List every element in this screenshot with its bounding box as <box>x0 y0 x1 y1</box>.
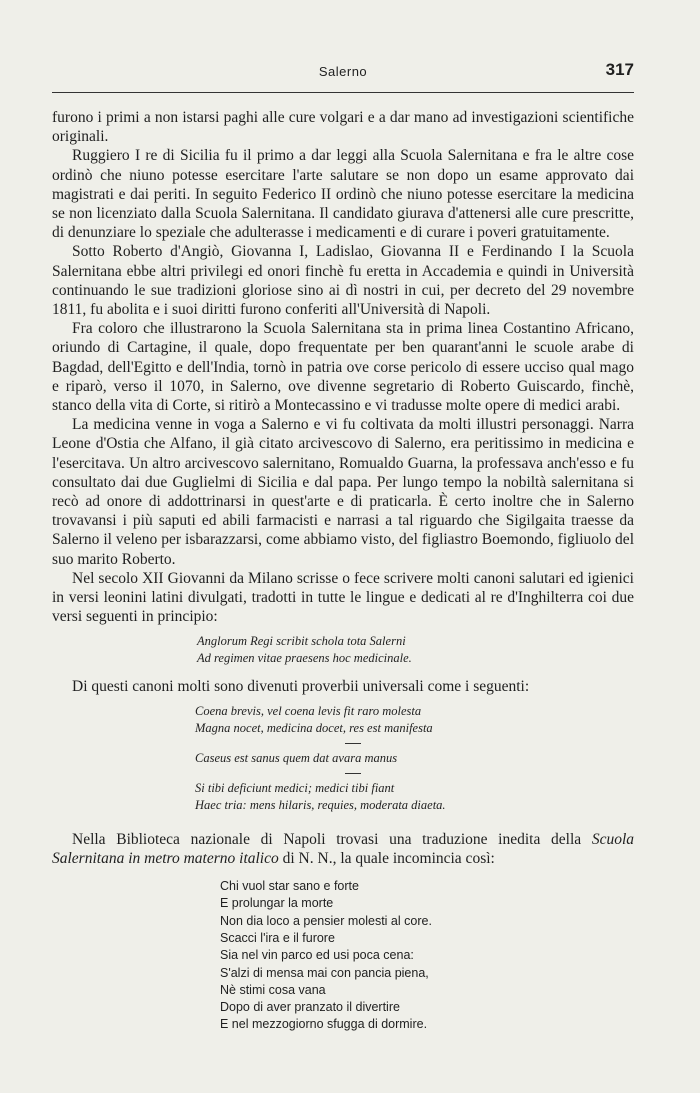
biblioteca-text: Nella Biblioteca nazionale di Napoli trovasi una traduzione inedita della <box>72 830 592 848</box>
paragraph-biblioteca <box>52 830 634 868</box>
poem-line: Chi vuol star sano e forte <box>220 879 359 894</box>
proverbs-block <box>195 703 634 814</box>
paragraph-proverbs-intro: Di questi canoni molti sono divenuti proverbii universali come i seguenti: <box>72 678 530 696</box>
paragraph-roberto: Sotto Roberto d'Angiò, Giovanna I, Ladislao, Giovanna II e Ferdinando I la Scuola Salernitana ebbe altri privilegi ed onori finchè fu eretta in Accademia e quindi in Università continuando le sue tradizioni gloriose sino ai dì nostri in cui, per decreto del 29 novembre 1811, fu abolita e i suoi diritti furono conferiti all'Università di Napoli. <box>52 243 634 319</box>
italian-poem <box>220 878 634 1034</box>
biblioteca-title: Scuola Salernitana in metro materno italico <box>52 830 634 867</box>
proverb-line: Caseus est sanus quem dat avara manus <box>195 750 398 765</box>
poem-line: Sia nel vin parco ed usi poca cena: <box>220 948 414 963</box>
poem-line: E nel mezzogiorno sfugga di dormire. <box>220 1017 428 1032</box>
poem-line: S'alzi di mensa mai con pancia piena, <box>220 965 429 980</box>
poem-line: Non dia loco a pensier molesti al core. <box>220 913 432 928</box>
proverb-line: Haec tria: mens hilaris, requies, moderata diaeta. <box>195 797 446 812</box>
dedication-verse <box>197 633 634 667</box>
page-body <box>52 108 634 1034</box>
page-number: 317 <box>605 60 634 79</box>
proverb-line: Coena brevis, vel coena levis fit raro molesta <box>195 703 422 718</box>
verse-line: Anglorum Regi scribit schola tota Salerni <box>197 634 406 649</box>
poem-line: Scacci l'ira e il furore <box>220 930 335 945</box>
header-rule <box>52 92 634 93</box>
separator-dash <box>345 743 361 744</box>
proverb-line: Magna nocet, medicina docet, res est manifesta <box>195 720 433 735</box>
paragraph-continuation: furono i primi a non istarsi paghi alle cure volgari e a dar mano ad investigazioni scientifiche originali. <box>52 109 634 146</box>
paragraph-giovanni: Nel secolo XII Giovanni da Milano scrisse o fece scrivere molti canoni salutari ed igienici in versi leonini latini divulgati, tradotti in tutte le lingue e dedicati al re d'Inghilterra coi due versi seguenti in principio: <box>52 569 634 626</box>
poem-line: Dopo di aver pranzato il divertire <box>220 1000 400 1015</box>
page-header <box>52 58 634 90</box>
running-title: Salerno <box>318 64 368 79</box>
proverb-line: Si tibi deficiunt medici; medici tibi fiant <box>195 780 395 795</box>
biblioteca-text-end: di N. N., la quale incomincia così: <box>278 849 495 867</box>
verse-line: Ad regimen vitae praesens hoc medicinale. <box>197 651 412 666</box>
paragraph-ruggiero: Ruggiero I re di Sicilia fu il primo a dar leggi alla Scuola Salernitana e fra le altre cose ordinò che niuno potesse esercitare l'arte salutare se non dopo un esame approvato dai magistrati e dai periti. In seguito Federico II ordinò che niuno potesse esercitare la medicina se non licenziato dalla Scuola Salernitana. Il candidato giurava d'attenersi alle cure prescritte, di denunziare lo speziale che adulterasse i medicamenti e di curare i poveri gratuitamente. <box>52 147 634 242</box>
separator-dash <box>345 773 361 774</box>
paragraph-medicina: La medicina venne in voga a Salerno e vi fu coltivata da molti illustri personaggi. Narra Leone d'Ostia che Alfano, il già citato arcivescovo di Salerno, era peritissimo in medicina e l'esercitava. Un altro arcivescovo salernitano, Romualdo Guarna, la professava anch'esso e fu consultato dai due Guglielmi di Sicilia e dal papa. Per lungo tempo la nobiltà salernitana si recò ad onore di addottrinarsi in quest'arte e di praticarla. È certo inoltre che in Salerno trovavansi i più saputi ed abili farmacisti e narrasi a tal riguardo che Sigilgaita traesse da Salerno il veleno per isbarazzarsi, come abbiamo visto, del figliastro Boemondo, figliuolo del suo marito Roberto. <box>52 416 634 568</box>
poem-line: Nè stimi cosa vana <box>220 982 326 997</box>
paragraph-costantino: Fra coloro che illustrarono la Scuola Salernitana sta in prima linea Costantino Africano, oriundo di Cartagine, il quale, dopo frequentate per ben quarant'anni le scuole arabe di Bagdad, dell'Egitto e dell'India, tornò in patria ove corse pericolo di essere ucciso qual mago e riparò, verso il 1070, in Salerno, ove divenne segretario di Roberto Guiscardo, finchè, stanco della vita di Corte, si ritirò a Montecassino e vi tradusse molte opere di medici arabi. <box>52 320 634 415</box>
poem-line: E prolungar la morte <box>220 896 334 911</box>
